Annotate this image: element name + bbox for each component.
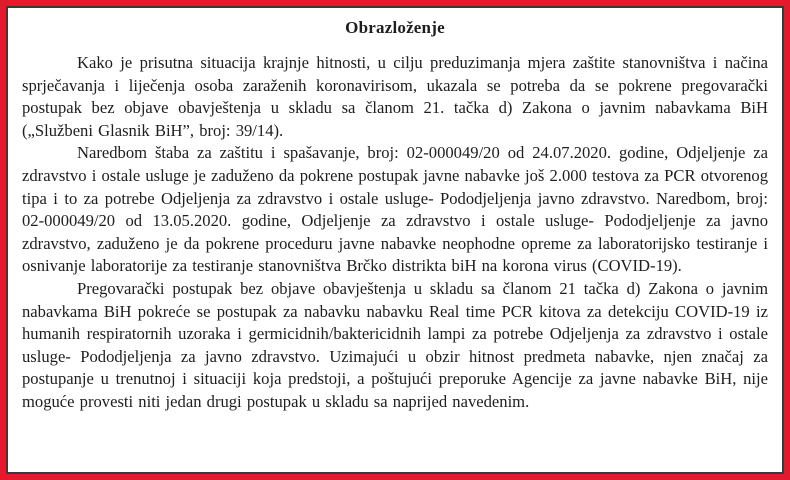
document-title: Obrazloženje xyxy=(345,18,445,37)
paragraph-2: Naredbom štaba za zaštitu i spašavanje, broj: 02-000049/20 od 24.07.2020. godine, Odjeljenje za zdravstvo i ostale usluge je zaduženo da pokrene postupak javne nabavke još 2.000 testova za PCR otvorenog tipa i to za potrebe Odjeljenja za zdravstvo i ostale usluge- Pododjeljenja javno zdravstvo. Naredbom, broj: 02-000049/20 od 13.05.2020. godine, Odjeljenje za zdravstvo i ostale usluge- Pododjeljenje za javno zdravstvo, zaduženo je da pokrene proceduru javne nabavke neophodne opreme za laboratorijsko testiranje i osnivanje laboratorije za testiranje stanovništva Brčko distrikta biH na korona virus (COVID-19). xyxy=(22,143,768,276)
document-body xyxy=(22,52,768,414)
paragraph-1: Kako je prisutna situacija krajnje hitnosti, u cilju preduzimanja mjera zaštite stanovništva i načina sprječavanja i liječenja osoba zaraženih koronavirisom, ukazala se potreba da se pokrene pregovarački postupak bez objave obavještenja u skladu sa članom 21. tačka d) Zakona o javnim nabavkama BiH („Službeni Glasnik BiH”, broj: 39/14). xyxy=(22,53,768,140)
document-inner-frame xyxy=(6,6,784,474)
paragraph-3: Pregovarački postupak bez objave obavještenja u skladu sa članom 21 tačka d) Zakona o javnim nabavkama BiH pokreće se postupak za nabavku nabavku Real time PCR kitova za detekciju COVID-19 iz humanih respiratornih uzoraka i germicidnih/baktericidnih lampi za potrebe Odjeljenja za zdravstvo i ostale usluge- Pododjeljenja za javno zdravstvo. Uzimajući u obzir hitnost predmeta nabavke, njen značaj za postupanje u trenutnoj i situaciji koja predstoji, a poštujući preporuke Agencije za javne nabavke BiH, nije moguće provesti niti jedan drugi postupak u skladu sa naprijed navedenim. xyxy=(22,278,768,411)
